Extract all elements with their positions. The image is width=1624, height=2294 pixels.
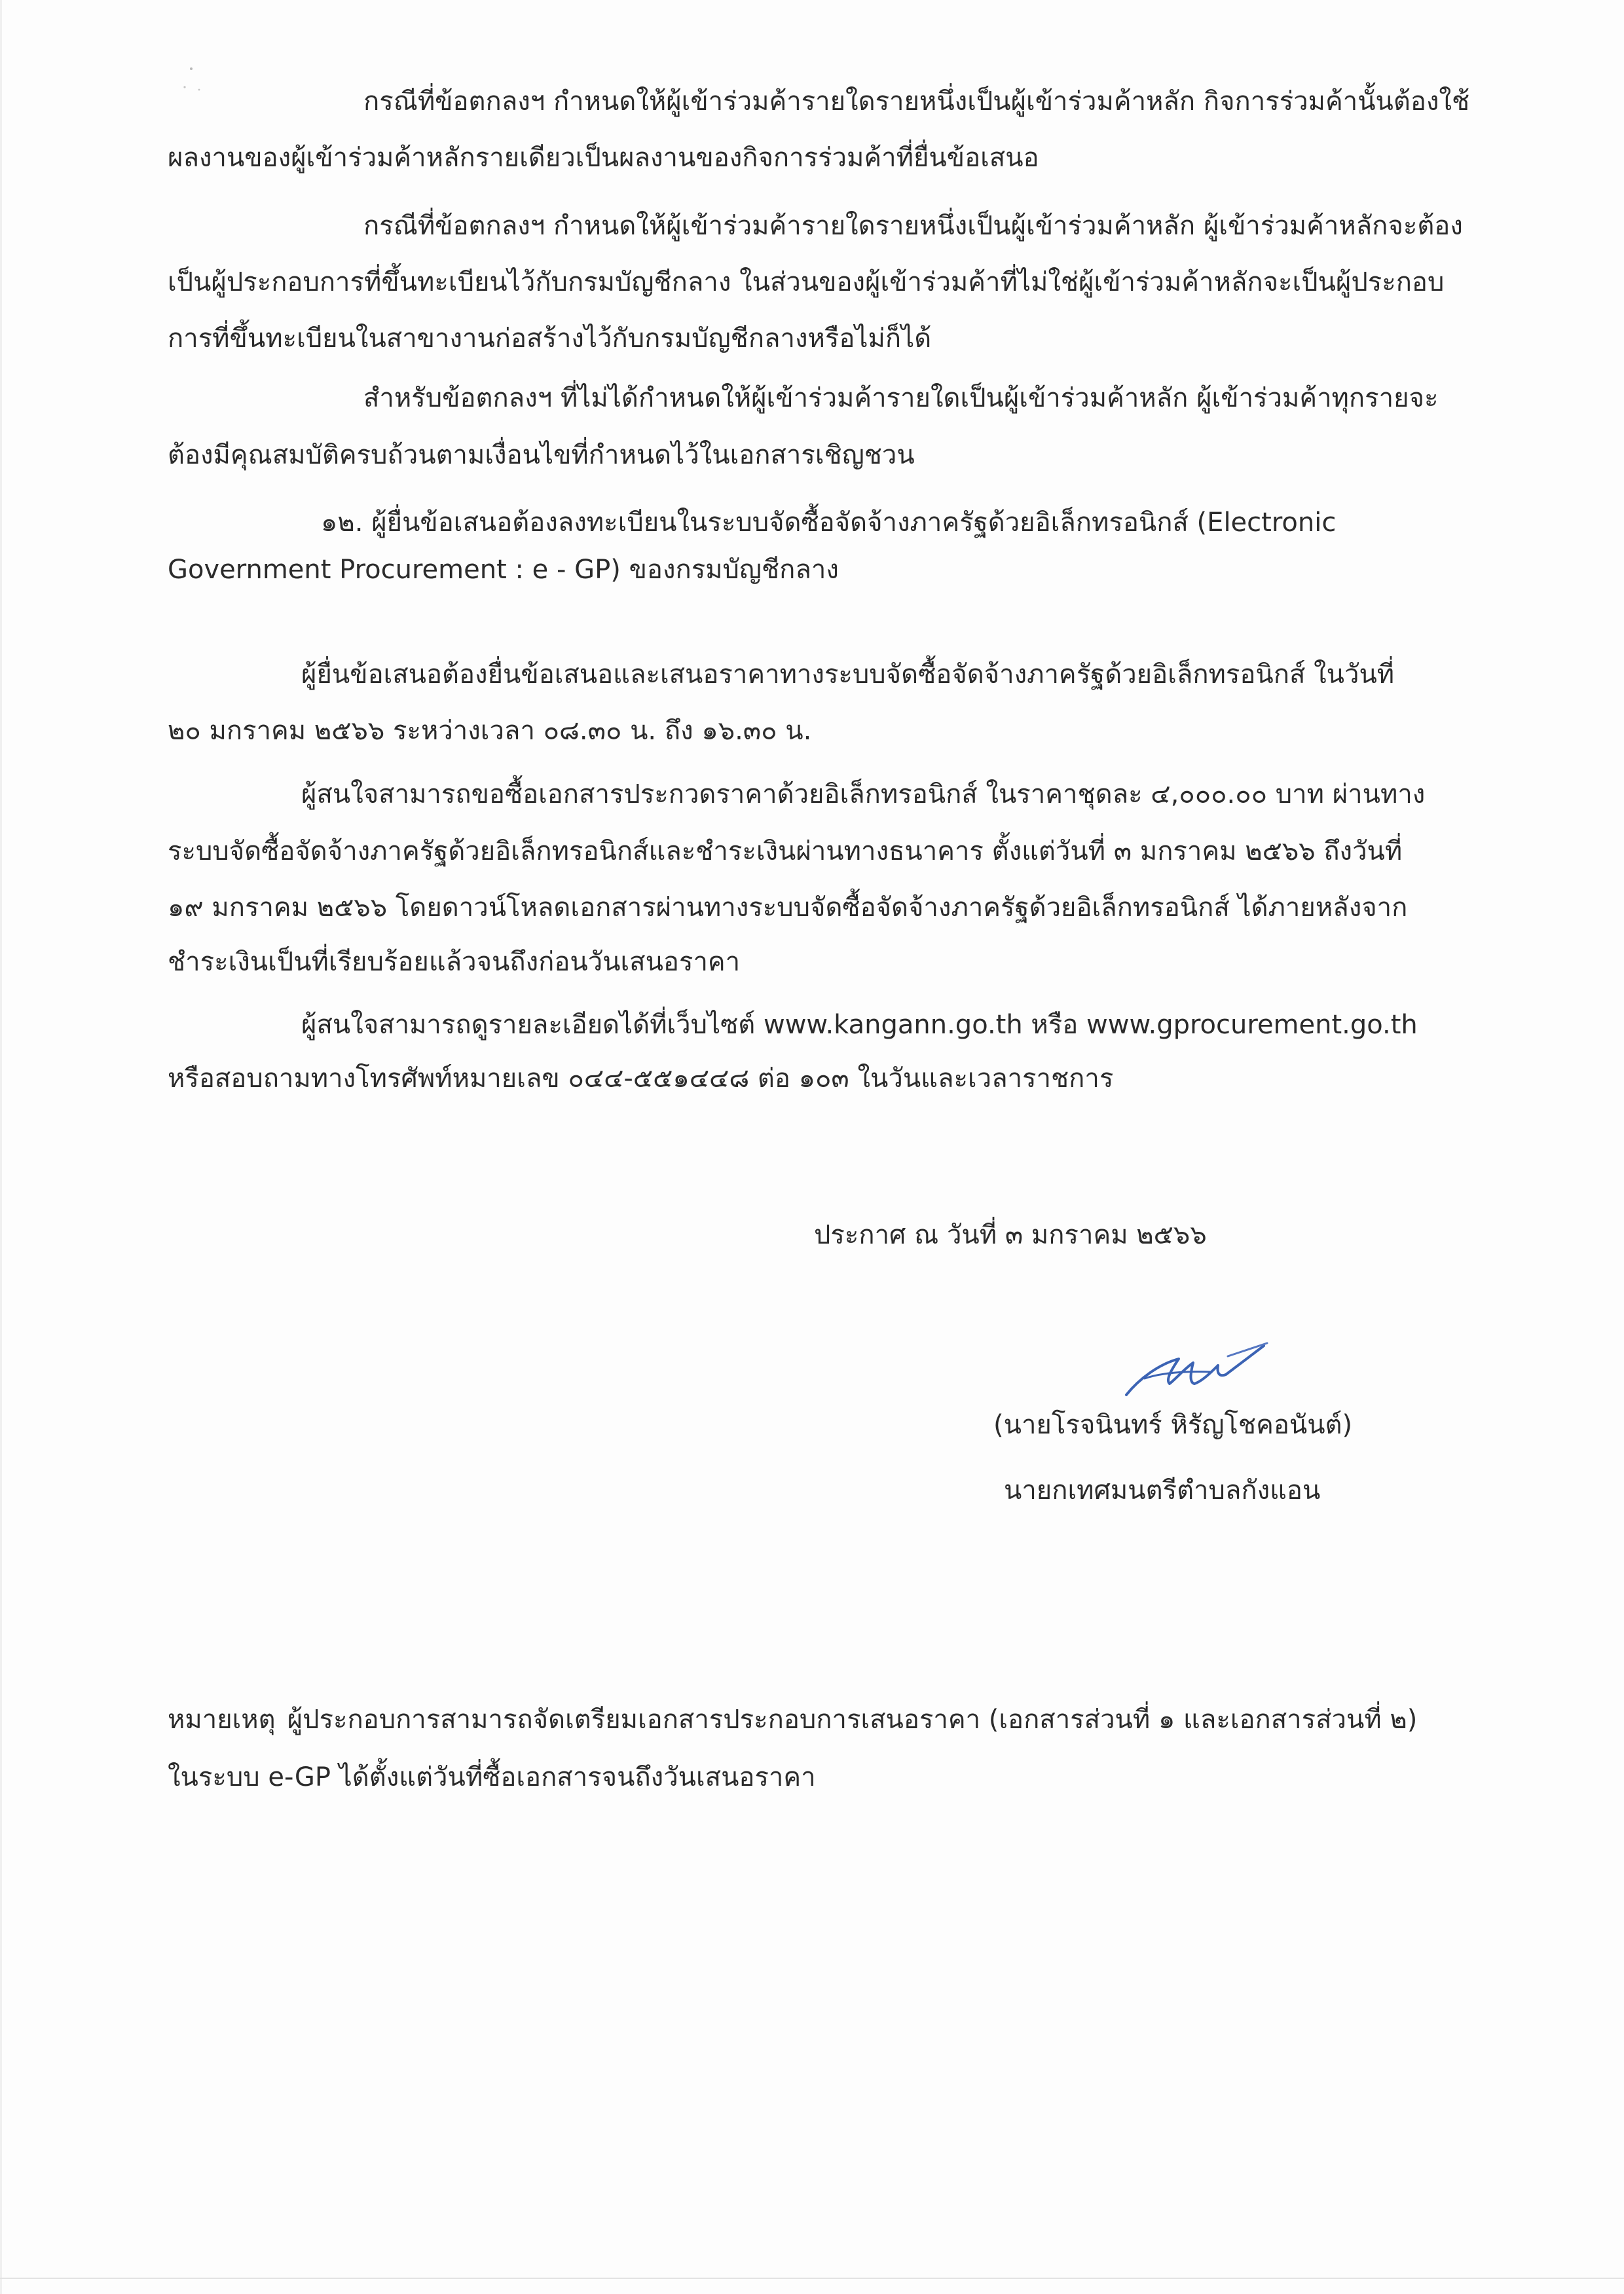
purchase-line-3: ๑๙ มกราคม ๒๕๖๖ โดยดาวน์โหลดเอกสารผ่านทางระบบจัดซื้อจัดจ้างภาครัฐด้วยอิเล็กทรอนิกส์ ได้ภายหลังจาก <box>168 893 1408 923</box>
scan-left-edge <box>0 0 2 2294</box>
scan-bottom-edge <box>0 2278 1624 2279</box>
purchase-line-2: ระบบจัดซื้อจัดจ้างภาครัฐด้วยอิเล็กทรอนิกส์และชำระเงินผ่านทางธนาคาร ตั้งแต่วันที่ ๓ มกราคม ๒๕๖๖ ถึงวันที่ <box>168 836 1403 866</box>
paragraph-3-line-2: ต้องมีคุณสมบัติครบถ้วนตามเงื่อนไขที่กำหนดไว้ในเอกสารเชิญชวน <box>168 440 915 470</box>
purchase-line-4: ชำระเงินเป็นที่เรียบร้อยแล้วจนถึงก่อนวันเสนอราคา <box>168 947 741 977</box>
announcement-date: ประกาศ ณ วันที่ ๓ มกราคม ๒๕๖๖ <box>814 1220 1207 1250</box>
contact-line-1: ผู้สนใจสามารถดูรายละเอียดได้ที่เว็บไซต์ www.kangann.go.th หรือ www.gprocurement.go.th <box>301 1010 1418 1040</box>
paragraph-3-line-1: สำหรับข้อตกลงฯ ที่ไม่ได้กำหนดให้ผู้เข้าร่วมค้ารายใดเป็นผู้เข้าร่วมค้าหลัก ผู้เข้าร่วมค้าทุกรายจะ <box>363 383 1439 413</box>
signatory-name: (นายโรจนินทร์ หิรัญโชคอนันต์) <box>993 1410 1353 1440</box>
submission-line-2: ๒๐ มกราคม ๒๕๖๖ ระหว่างเวลา ๐๘.๓๐ น. ถึง ๑๖.๓๐ น. <box>168 716 812 746</box>
paragraph-1-line-1: กรณีที่ข้อตกลงฯ กำหนดให้ผู้เข้าร่วมค้ารายใดรายหนึ่งเป็นผู้เข้าร่วมค้าหลัก กิจการร่วมค้านั้นต้องใช้ <box>363 86 1470 117</box>
scan-speck-mark <box>177 62 216 102</box>
note-line-1 <box>168 1701 1417 1738</box>
contact-line-2: หรือสอบถามทางโทรศัพท์หมายเลข ๐๔๔-๕๕๑๔๔๘ ต่อ ๑๐๓ ในวันและเวลาราชการ <box>168 1064 1114 1094</box>
submission-line-1: ผู้ยื่นข้อเสนอต้องยื่นข้อเสนอและเสนอราคาทางระบบจัดซื้อจัดจ้างภาครัฐด้วยอิเล็กทรอนิกส์ ในวันที่ <box>301 659 1395 690</box>
paragraph-2-line-1: กรณีที่ข้อตกลงฯ กำหนดให้ผู้เข้าร่วมค้ารายใดรายหนึ่งเป็นผู้เข้าร่วมค้าหลัก ผู้เข้าร่วมค้าหลักจะต้อง <box>363 211 1463 241</box>
section-12-line-1: ๑๒. ผู้ยื่นข้อเสนอต้องลงทะเบียนในระบบจัดซื้อจัดจ้างภาครัฐด้วยอิเล็กทรอนิกส์ (Electronic <box>321 508 1337 538</box>
paragraph-2-line-3: การที่ขึ้นทะเบียนในสาขางานก่อสร้างไว้กับกรมบัญชีกลางหรือไม่ก็ได้ <box>168 324 932 354</box>
purchase-line-1: ผู้สนใจสามารถขอซื้อเอกสารประกวดราคาด้วยอิเล็กทรอนิกส์ ในราคาชุดละ ๔,๐๐๐.๐๐ บาท ผ่านทาง <box>301 779 1426 809</box>
note-label: หมายเหตุ <box>168 1705 276 1735</box>
paragraph-2-line-2: เป็นผู้ประกอบการที่ขึ้นทะเบียนไว้กับกรมบัญชีกลาง ในส่วนของผู้เข้าร่วมค้าที่ไม่ใช่ผู้เข้าร่วมค้าหลักจะเป็นผู้ประกอบ <box>168 267 1445 297</box>
section-12-line-2: Government Procurement : e - GP) ของกรมบัญชีกลาง <box>168 555 839 585</box>
note-text-1: ผู้ประกอบการสามารถจัดเตรียมเอกสารประกอบการเสนอราคา (เอกสารส่วนที่ ๑ และเอกสารส่วนที่ ๒) <box>287 1705 1418 1735</box>
signature-image <box>1113 1333 1277 1405</box>
note-line-2: ในระบบ e-GP ได้ตั้งแต่วันที่ซื้อเอกสารจนถึงวันเสนอราคา <box>168 1762 816 1792</box>
paragraph-1-line-2: ผลงานของผู้เข้าร่วมค้าหลักรายเดียวเป็นผลงานของกิจการร่วมค้าที่ยื่นข้อเสนอ <box>168 143 1039 173</box>
signatory-title: นายกเทศมนตรีตำบลกังแอน <box>1004 1475 1321 1506</box>
